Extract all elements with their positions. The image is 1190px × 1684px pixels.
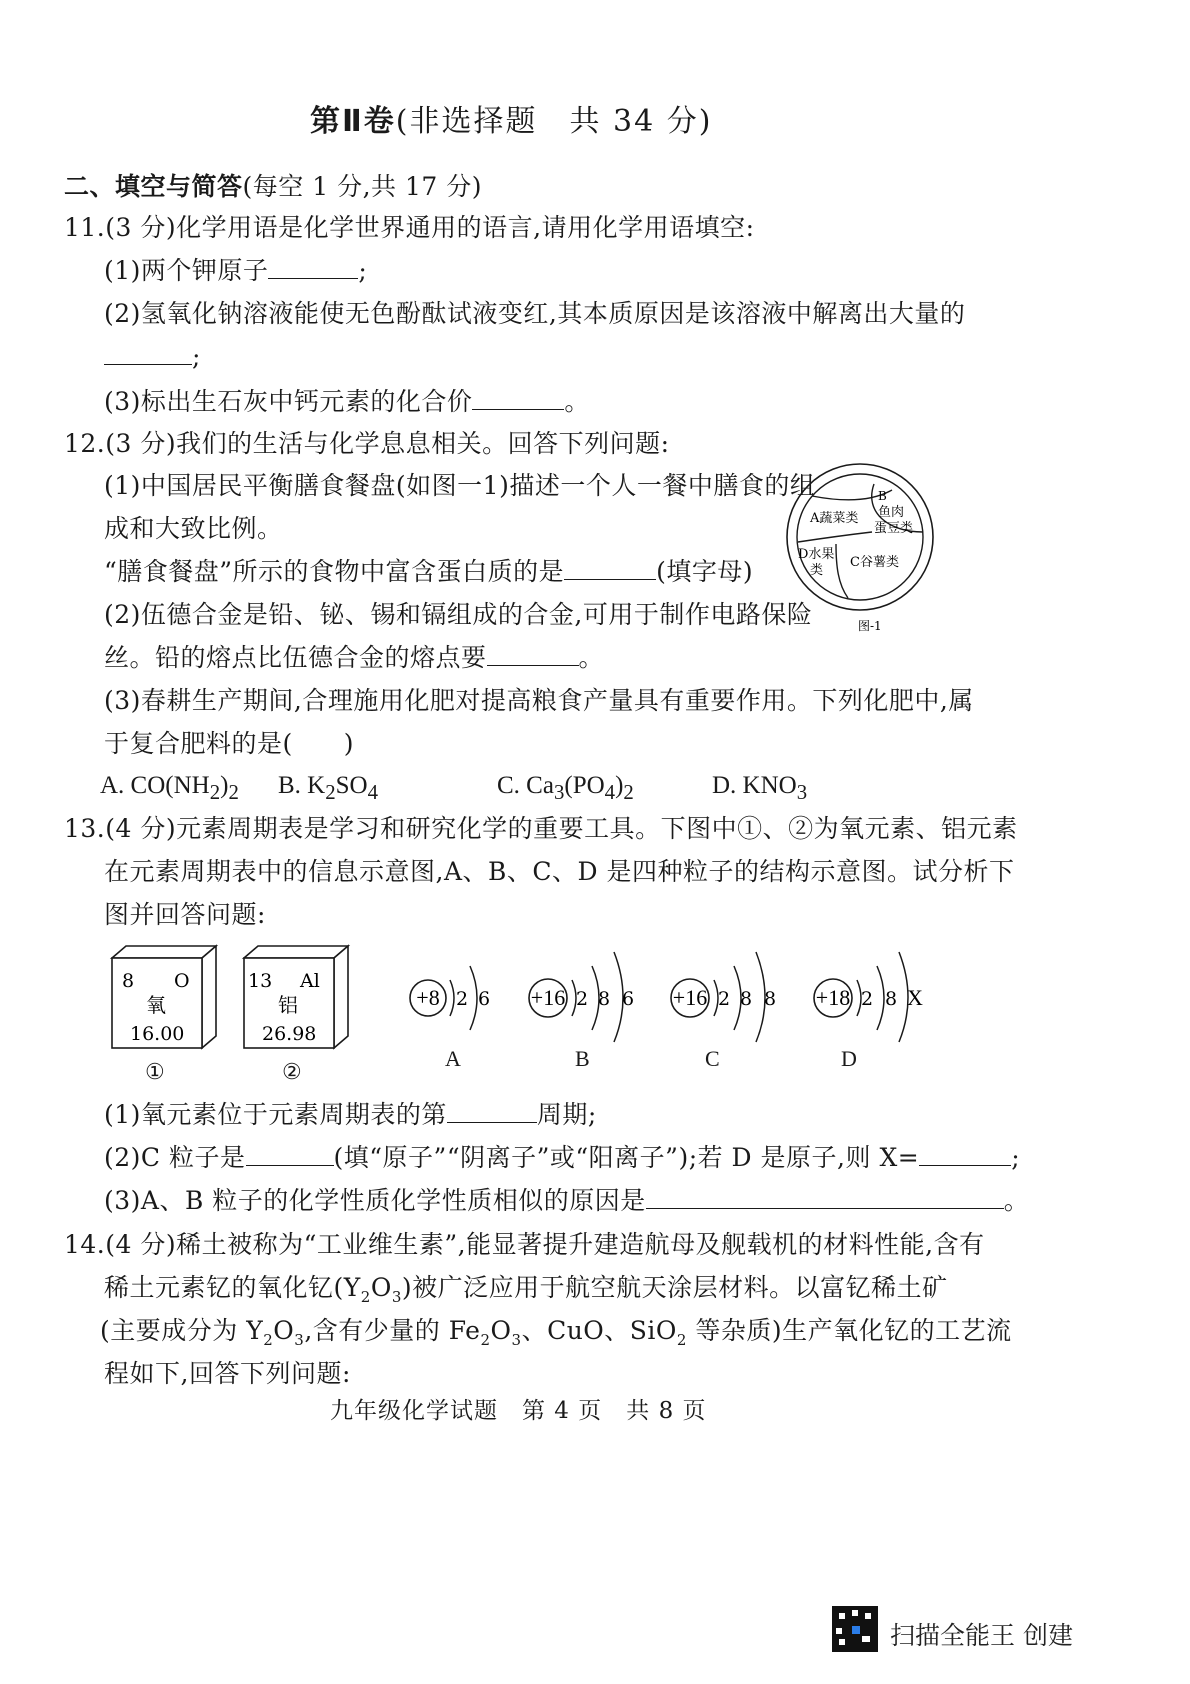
plate-label-b-line2: 鱼肉 [878,505,905,520]
element-card-oxygen-label: ① [145,1060,165,1085]
particle-a-label: A [445,1046,461,1071]
q13-blank1[interactable] [447,1098,537,1123]
q13-part3: (3)A、B 粒子的化学性质化学性质相似的原因是 。 [104,1186,1030,1215]
q12-part1-line2: 成和大致比例。 [104,514,283,543]
title-subtitle: (非选择题 共 34 分) [395,104,713,139]
section-score: (每空 1 分,共 17 分) [242,172,482,201]
q11-part2-answer: ; [104,340,201,374]
aluminum-mass: 26.98 [262,1023,317,1045]
q13-stem-line2: 在元素周期表中的信息示意图,A、B、C、D 是四种粒子的结构示意图。试分析下 [104,857,1015,886]
q12-option-b[interactable]: B. $K_2SO_4$ [278,772,379,804]
particle-c [662,940,802,1044]
q12-part3-line1: (3)春耕生产期间,合理施用化肥对提高粮食产量具有重要作用。下列化肥中,属 [104,686,974,715]
particle-c-label: C [705,1046,720,1071]
particle-c-nucleus: +16 [672,985,708,1010]
q12-part3-line2: 于复合肥料的是( ) [104,729,355,758]
q11-blank2[interactable] [104,340,192,365]
particle-a-nucleus: +8 [416,985,440,1010]
aluminum-name: 铝 [278,993,298,1017]
q12-option-d[interactable]: D. $KNO_3$ [712,772,808,804]
q11-stem: 11.(3 分)化学用语是化学世界通用的语言,请用化学用语填空: [64,213,755,242]
q13-stem-line3: 图并回答问题: [104,900,266,929]
q11-part2: (2)氢氧化钠溶液能使无色酚酞试液变红,其本质原因是该溶液中解离出大量的 [104,299,966,328]
particle-a-shell-1: 2 [455,988,469,1010]
q14-stem-line3: (主要成分为 $Y_2O_3$,含有少量的 $Fe_2O_3$、CuO、SiO$_2$ 等杂质)生产氧化钇的工艺流 [100,1316,1012,1349]
page-footer: 九年级化学试题 第 4 页 共 8 页 [330,1398,707,1424]
plate-label-c: C谷薯类 [850,555,899,570]
aluminum-symbol: Al [300,970,320,992]
particle-b-shell-1: 2 [575,988,589,1010]
particle-b-label: B [575,1046,590,1071]
plate-label-d-line2: 类 [810,563,824,578]
particle-b-nucleus: +16 [530,985,566,1010]
scanner-brand: 扫描全能王 创建 [890,1621,1073,1650]
q12-blank1[interactable] [564,555,656,580]
q14-stem-line4: 程如下,回答下列问题: [104,1359,351,1388]
q14-stem-line1: 14.(4 分)稀土被称为“工业维生素”,能显著提升建造航母及舰载机的材料性能,含有 [64,1230,985,1259]
element-card-aluminum-label: ② [282,1060,302,1085]
particle-b-shell-2: 8 [597,988,611,1010]
plate-label-b: B [878,489,887,503]
q11-part1: (1)两个钾原子 ; [104,256,368,285]
plate-caption: 图-1 [858,619,882,633]
plate-inner-ring [797,474,923,600]
q13-stem-line1: 13.(4 分)元素周期表是学习和研究化学的重要工具。下图中①、②为氧元素、铝元素 [64,814,1018,843]
q12-part2-line2: 丝。铅的熔点比伍德合金的熔点要 。 [104,643,605,672]
oxygen-number: 8 [122,970,135,992]
q12-blank2[interactable] [487,641,579,666]
diet-plate-figure [778,462,946,634]
particle-b-shell-3: 6 [621,988,635,1010]
element-card-oxygen [108,944,228,1054]
q12-option-a[interactable]: A. $CO(NH_2)_2$ [100,772,239,804]
plate-label-a: A蔬菜类 [810,511,859,526]
q12-option-c[interactable]: C. $Ca_3(PO_4)_2$ [497,772,634,804]
q11-blank1[interactable] [268,254,358,279]
plate-label-d: D水果 [798,547,835,562]
aluminum-number: 13 [248,970,273,992]
qr-code-icon [832,1606,878,1652]
oxygen-mass: 16.00 [130,1023,185,1045]
section-heading [64,170,482,204]
particle-d [805,940,945,1044]
section-title: 二、填空与简答 [64,172,243,201]
q12-part1-line3: “膳食餐盘”所示的食物中富含蛋白质的是 (填字母) [104,557,754,586]
q12-part2-line1: (2)伍德合金是铅、铋、锡和镉组成的合金,可用于制作电路保险 [104,600,813,629]
particle-d-nucleus: +18 [815,985,851,1010]
q11-part3: (3)标出生石灰中钙元素的化合价 。 [104,387,590,416]
q13-part1: (1)氧元素位于元素周期表的第 周期; [104,1100,597,1129]
particle-c-shell-3: 8 [763,988,777,1010]
element-card-aluminum [240,944,360,1054]
particle-c-shell-1: 2 [717,988,731,1010]
oxygen-symbol: O [174,970,190,992]
q11-blank3[interactable] [472,385,564,410]
q12-part1-line1: (1)中国居民平衡膳食餐盘(如图一1)描述一个人一餐中膳食的组 [104,471,816,500]
q13-blank2[interactable] [246,1141,334,1166]
title-volume: 第Ⅱ卷 [310,104,396,139]
particle-d-shell-3: X [907,985,923,1010]
particle-a-shell-2: 6 [477,988,491,1010]
q14-stem-line2: 稀土元素钇的氧化钇$(Y_2O_3)$被广泛应用于航空航天涂层材料。以富钇稀土矿 [104,1273,948,1306]
particle-a [400,944,520,1044]
q12-stem: 12.(3 分)我们的生活与化学息息相关。回答下列问题: [64,429,670,458]
particle-d-shell-2: 8 [884,988,898,1010]
oxygen-name: 氧 [146,993,166,1017]
plate-label-b-line3: 蛋豆类 [874,521,914,536]
q13-part2: (2)C 粒子是 (填“原子”“阴离子”或“阳离子”);若 D 是原子,则 X= ; [104,1143,1021,1172]
particle-d-shell-1: 2 [860,988,874,1010]
particle-d-label: D [841,1046,857,1071]
particle-c-shell-2: 8 [739,988,753,1010]
particle-b [520,940,660,1044]
paper-title [310,96,712,140]
q13-blank3[interactable] [919,1141,1011,1166]
plate-outer-ring [787,464,933,610]
q13-blank4[interactable] [646,1184,1004,1209]
